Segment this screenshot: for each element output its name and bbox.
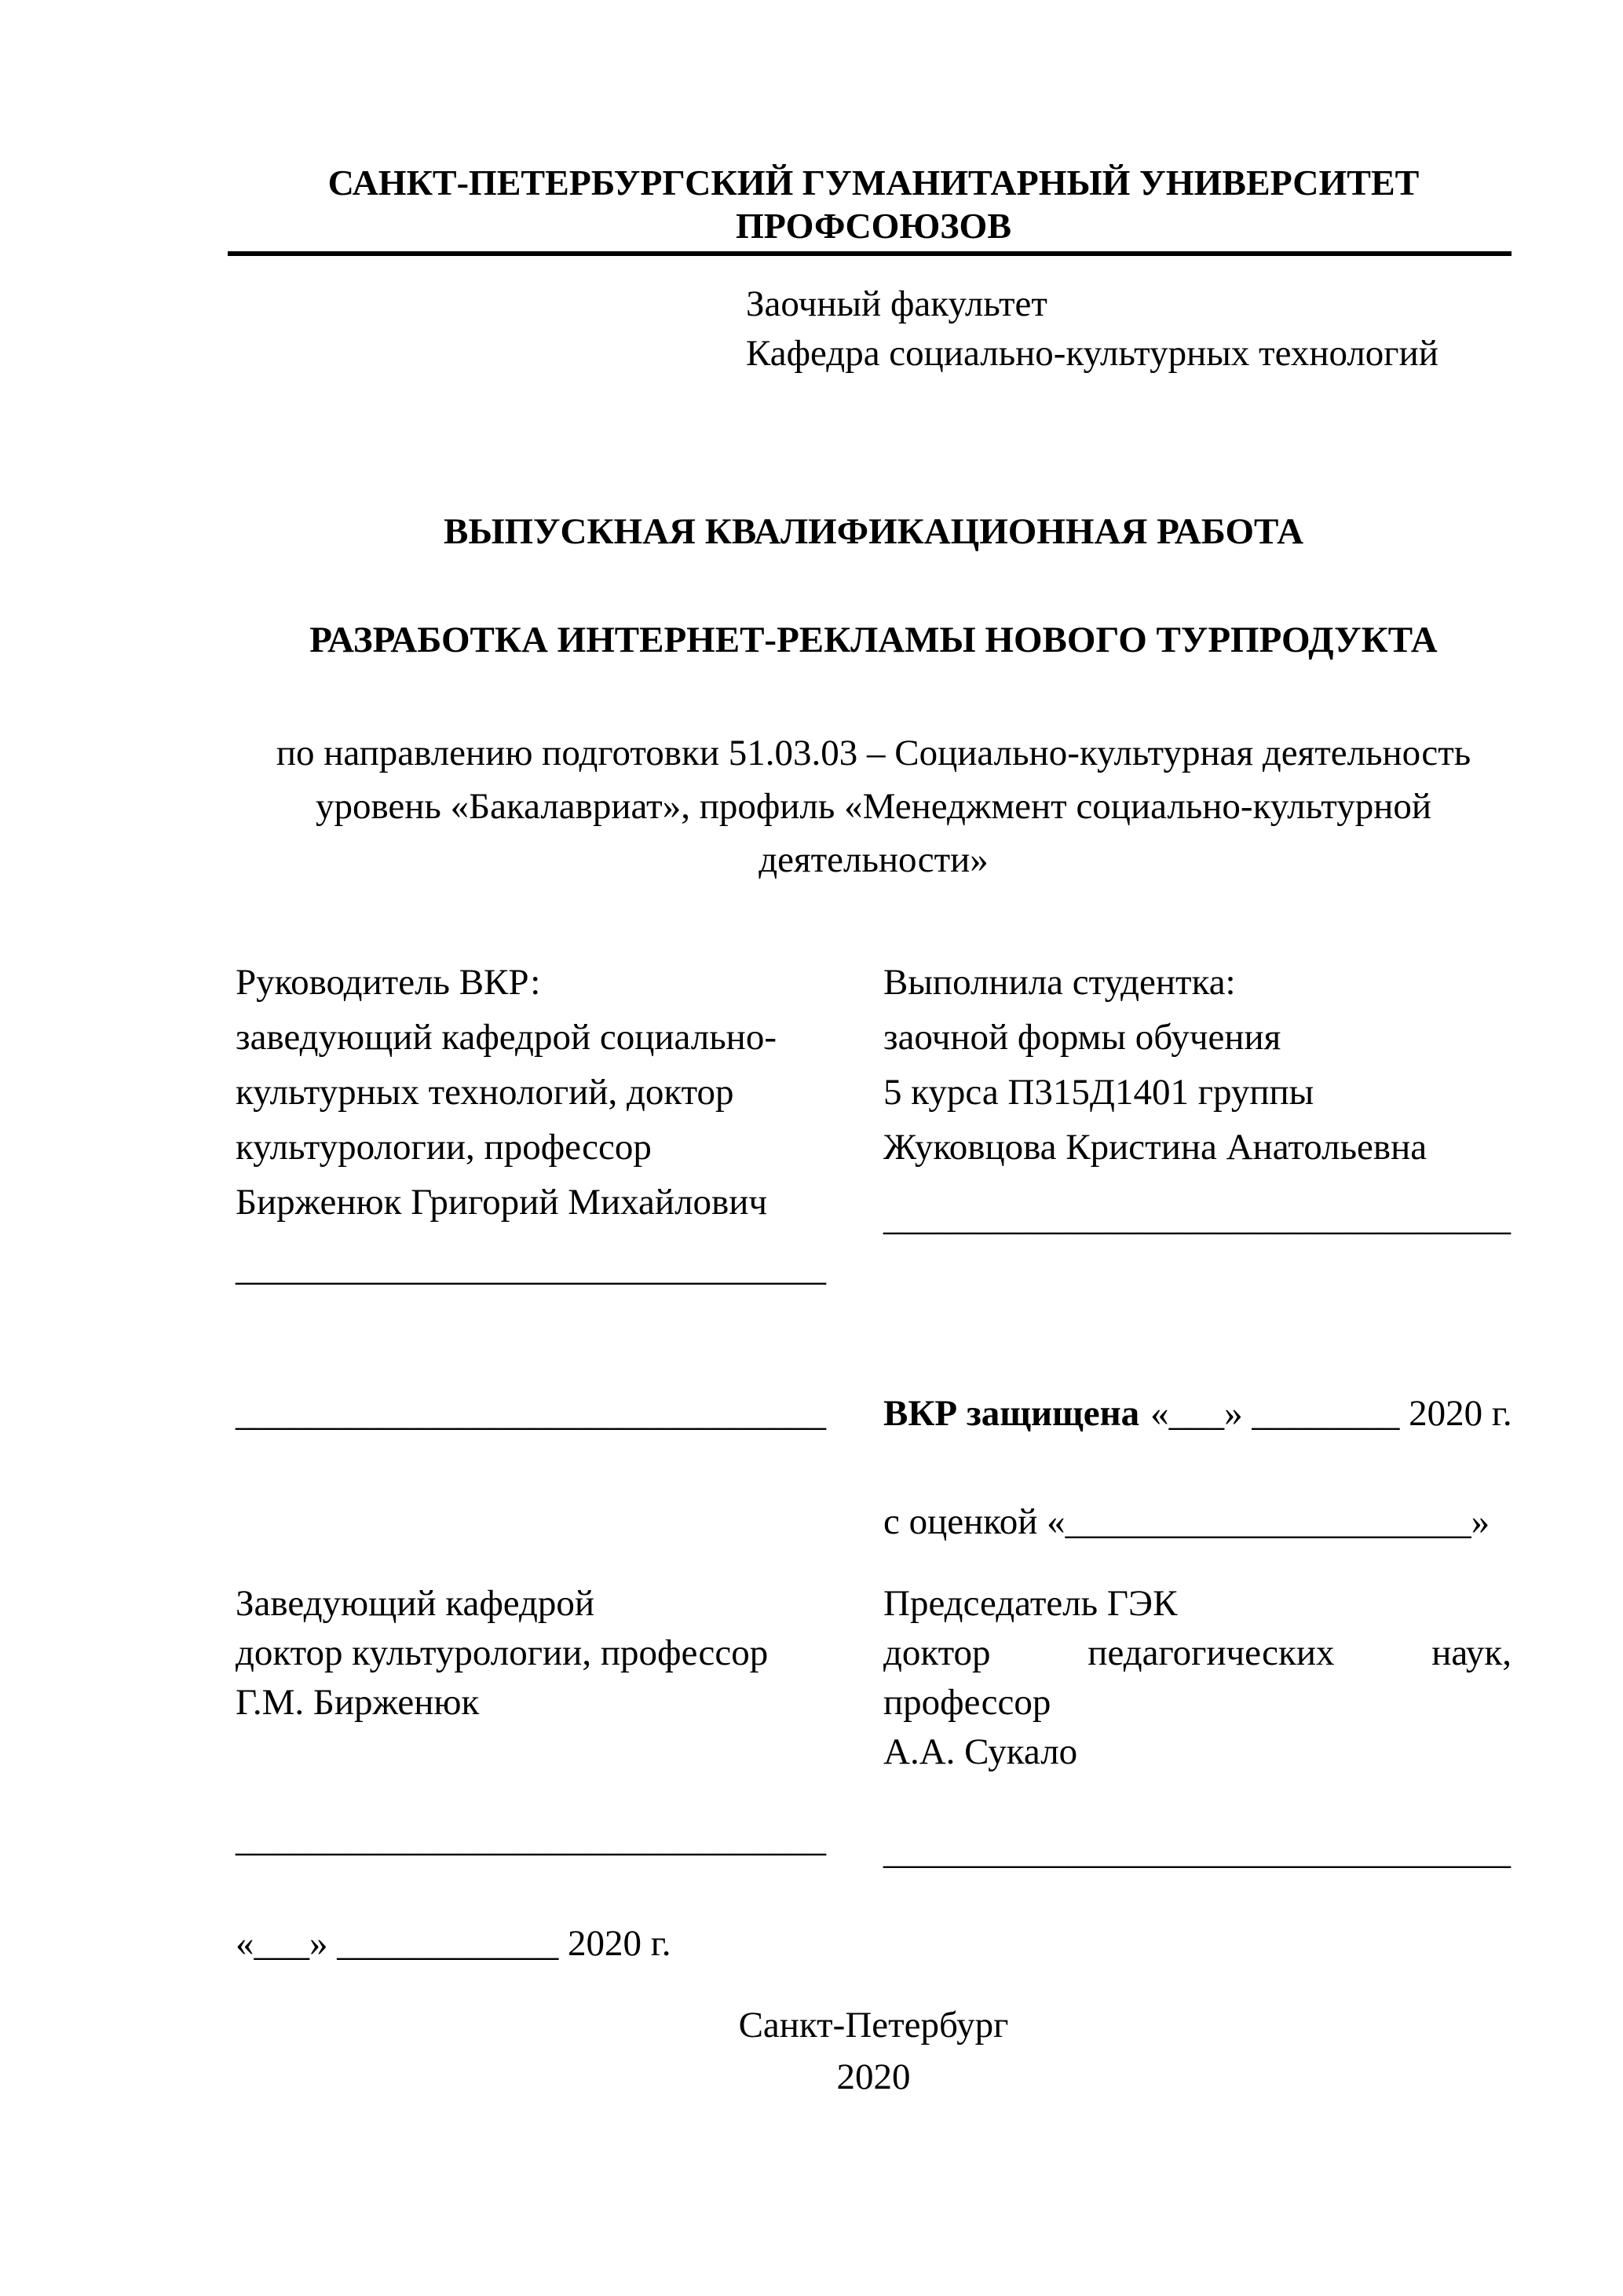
program-info (236, 726, 1512, 887)
supervisor-section (236, 955, 883, 1296)
gek-degree-line (883, 1629, 1512, 1678)
program-line: по направлению подготовки 51.03.03 – Социально-культурная деятельность (276, 733, 1471, 773)
header-rule (228, 251, 1512, 256)
supervisor-signature-line: ________________________________ (236, 1248, 826, 1289)
dept-head-date-line: «___» ____________ 2020 г. (236, 1923, 671, 1964)
supervisor-position-line: культурологии, профессор (236, 1127, 652, 1168)
program-line: деятельности» (758, 839, 989, 880)
gek-chairman-name: А.А. Сукало (883, 1731, 1078, 1772)
defense-status-line (883, 1386, 1512, 1441)
gek-title-line: Председатель ГЭК (883, 1583, 1178, 1624)
footer-year: 2020 (836, 2057, 911, 2097)
dept-head-signature-area (236, 1812, 883, 1866)
defense-status-label: ВКР защищена (883, 1393, 1140, 1434)
footer-city: Санкт-Петербург (738, 2005, 1009, 2046)
supervisor-label: Руководитель ВКР: (236, 962, 541, 1003)
dept-head-title-line: доктор культурологии, профессор (236, 1632, 769, 1673)
grade-line: с оценкой «______________________» (883, 1501, 1490, 1542)
gek-signature-area (883, 1812, 1512, 1872)
thesis-title: РАЗРАБОТКА ИНТЕРНЕТ-РЕКЛАМЫ НОВОГО ТУРПРОДУКТА (309, 620, 1438, 660)
faculty-block (236, 280, 1512, 378)
people-block (236, 955, 1512, 1296)
gek-signature-line: __________________________________ (883, 1831, 1511, 1872)
supervisor-name: Бирженюк Григорий Михайлович (236, 1182, 768, 1223)
gek-title-line: профессор (883, 1682, 1051, 1723)
student-label: Выполнила студентка: (883, 962, 1236, 1003)
gek-degree-word: наук, (1431, 1632, 1512, 1673)
supervisor-signature-area (236, 1386, 883, 1549)
student-info-line: заочной формы обучения (883, 1017, 1281, 1058)
university-name: САНКТ-ПЕТЕРБУРГСКИЙ ГУМАНИТАРНЫЙ УНИВЕРСИТЕТ ПРОФСОЮЗОВ (327, 163, 1420, 246)
footer-block (236, 1999, 1512, 2103)
work-type-heading: ВЫПУСКНАЯ КВАЛИФИКАЦИОННАЯ РАБОТА (443, 511, 1304, 552)
officials-block (236, 1579, 1512, 1777)
gek-degree-word: педагогических (1087, 1632, 1335, 1673)
supervisor-position-line: культурных технологий, доктор (236, 1072, 734, 1113)
program-line: уровень «Бакалавриат», профиль «Менеджмент социально-культурной (315, 786, 1431, 827)
gek-degree-word: доктор (883, 1632, 991, 1673)
student-signature-line: __________________________________ (883, 1197, 1511, 1238)
dept-head-signature-line: ________________________________ (236, 1819, 826, 1859)
defense-block (236, 1386, 1512, 1549)
supervisor-signature-line-2: ________________________________ (236, 1393, 826, 1434)
student-name: Жуковцова Кристина Анатольевна (883, 1127, 1427, 1168)
supervisor-position-line: заведующий кафедрой социально- (236, 1017, 777, 1058)
department-name: Кафедра социально-культурных технологий (746, 333, 1438, 374)
dept-head-name: Г.М. Бирженюк (236, 1682, 480, 1723)
student-info-line: 5 курса П315Д1401 группы (883, 1072, 1314, 1113)
defense-date-blank: «___» ________ 2020 г. (1150, 1393, 1512, 1434)
department-head-section (236, 1579, 883, 1777)
student-section (883, 955, 1512, 1296)
gek-chairman-section (883, 1579, 1512, 1777)
dept-head-title-line: Заведующий кафедрой (236, 1583, 595, 1624)
defense-status-section (883, 1386, 1512, 1549)
signatures-block (236, 1812, 1512, 1872)
faculty-name: Заочный факультет (746, 283, 1047, 324)
